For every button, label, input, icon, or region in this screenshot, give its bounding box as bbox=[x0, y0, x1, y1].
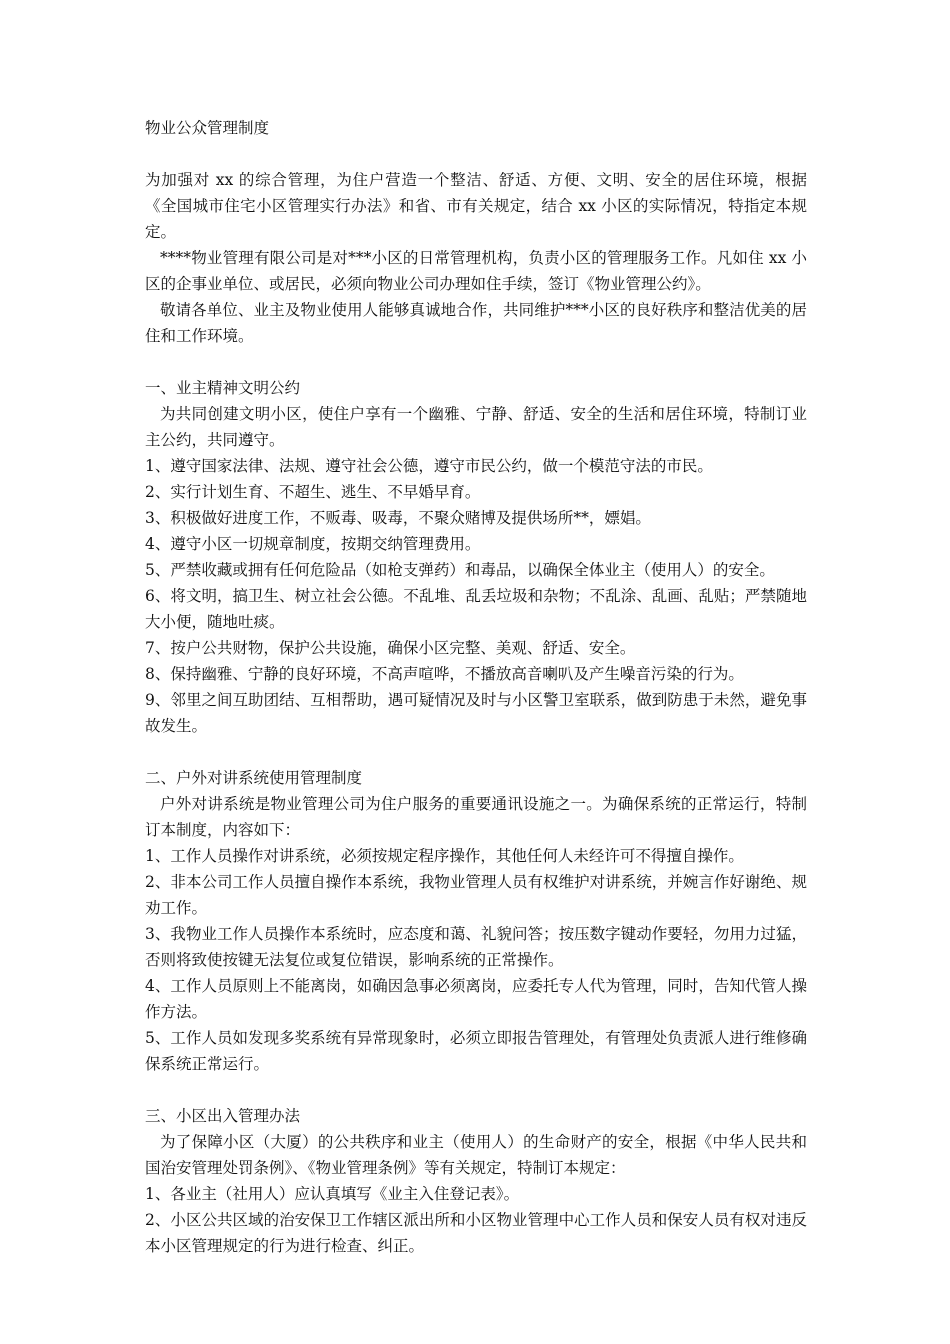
document-title: 物业公众管理制度 bbox=[145, 119, 270, 137]
rule-item: 8、保持幽雅、宁静的良好环境，不高声喧哗，不播放高音喇叭及产生噪音污染的行为。 bbox=[145, 665, 744, 683]
section-title: 三、小区出入管理办法 bbox=[145, 1107, 301, 1125]
section-lead: 为了保障小区（大厦）的公共秩序和业主（使用人）的生命财产的安全，根据《中华人民共和国治安管理处罚条例》、《物业管理条例》等有关规定，特制订本规定： bbox=[145, 1133, 807, 1177]
section-lead: 为共同创建文明小区，使住户享有一个幽雅、宁静、舒适、安全的生活和居住环境，特制订业主公约，共同遵守。 bbox=[145, 405, 807, 449]
rule-item: 5、工作人员如发现多奖系统有异常现象时，必须立即报告管理处，有管理处负责派人进行维修确保系统正常运行。 bbox=[145, 1029, 807, 1073]
rule-item: 7、按户公共财物，保护公共设施，确保小区完整、美观、舒适、安全。 bbox=[145, 639, 636, 657]
section-lead: 户外对讲系统是物业管理公司为住户服务的重要通讯设施之一。为确保系统的正常运行，特制订本制度，内容如下： bbox=[145, 795, 807, 839]
section-title: 一、业主精神文明公约 bbox=[145, 379, 301, 397]
rule-list bbox=[145, 843, 807, 1077]
rule-item: 5、严禁收藏或拥有任何危险品（如枪支弹药）和毒品，以确保全体业主（使用人）的安全。 bbox=[145, 561, 775, 579]
intro-block bbox=[145, 167, 807, 349]
rule-item: 6、将文明，搞卫生、树立社会公德。不乱堆、乱丢垃圾和杂物；不乱涂、乱画、乱贴；严禁随地大小便，随地吐痰。 bbox=[145, 587, 807, 631]
intro-paragraph: 敬请各单位、业主及物业使用人能够真诚地合作，共同维护***小区的良好秩序和整洁优美的居住和工作环境。 bbox=[145, 301, 807, 345]
document-page bbox=[145, 115, 807, 1259]
rule-list bbox=[145, 1181, 807, 1259]
rule-item: 3、积极做好进度工作，不贩毒、吸毒，不聚众赌博及提供场所**，嫖娼。 bbox=[145, 509, 651, 527]
section-entry-exit-rules bbox=[145, 1103, 807, 1259]
rule-item: 2、小区公共区域的治安保卫工作辖区派出所和小区物业管理中心工作人员和保安人员有权对违反本小区管理规定的行为进行检查、纠正。 bbox=[145, 1211, 807, 1255]
rule-item: 1、遵守国家法律、法规、遵守社会公德，遵守市民公约，做一个模范守法的市民。 bbox=[145, 457, 713, 475]
rule-item: 9、邻里之间互助团结、互相帮助，遇可疑情况及时与小区警卫室联系，做到防患于未然，避免事故发生。 bbox=[145, 691, 807, 735]
rule-item: 1、工作人员操作对讲系统，必须按规定程序操作，其他任何人未经许可不得擅自操作。 bbox=[145, 847, 744, 865]
rule-item: 2、实行计划生育、不超生、逃生、不早婚早育。 bbox=[145, 483, 481, 501]
rule-item: 2、非本公司工作人员擅自操作本系统，我物业管理人员有权维护对讲系统，并婉言作好谢绝、规劝工作。 bbox=[145, 873, 807, 917]
section-title: 二、户外对讲系统使用管理制度 bbox=[145, 769, 363, 787]
section-intercom-system-rules bbox=[145, 765, 807, 1077]
section-owner-civility-pact bbox=[145, 375, 807, 739]
intro-paragraph: ****物业管理有限公司是对***小区的日常管理机构，负责小区的管理服务工作。凡如住 xx 小区的企事业单位、或居民，必须向物业公司办理如住手续，签订《物业管理公约》。 bbox=[145, 249, 807, 293]
rule-item: 4、工作人员原则上不能离岗，如确因急事必须离岗，应委托专人代为管理，同时，告知代管人操作方法。 bbox=[145, 977, 807, 1021]
rule-item: 4、遵守小区一切规章制度，按期交纳管理费用。 bbox=[145, 535, 481, 553]
intro-paragraph: 为加强对 xx 的综合管理，为住户营造一个整洁、舒适、方便、文明、安全的居住环境，根据《全国城市住宅小区管理实行办法》和省、市有关规定，结合 xx 小区的实际情况，特指定本规定。 bbox=[145, 171, 807, 241]
rule-list bbox=[145, 453, 807, 739]
rule-item: 1、各业主（社用人）应认真填写《业主入住登记表》。 bbox=[145, 1185, 520, 1203]
rule-item: 3、我物业工作人员操作本系统时，应态度和蔼、礼貌问答；按压数字键动作要轻，勿用力过猛，否则将致使按键无法复位或复位错误，影响系统的正常操作。 bbox=[145, 925, 807, 969]
